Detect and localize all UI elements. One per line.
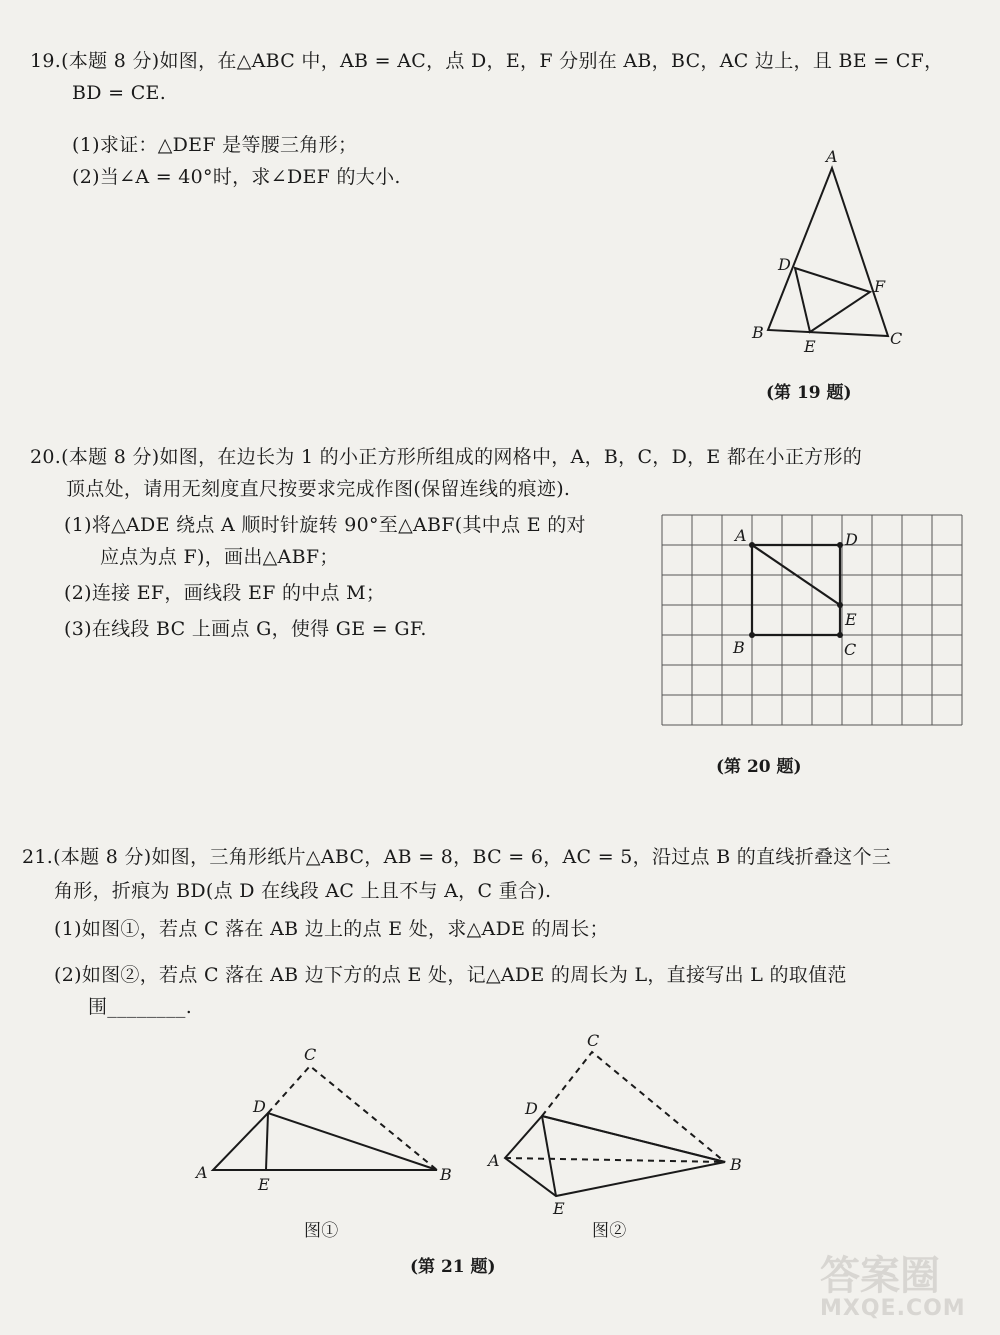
q19-label-d: D <box>778 255 791 274</box>
q21-fig2-label-d: D <box>525 1099 538 1118</box>
q21-fig2-label-e: E <box>553 1199 565 1218</box>
q19-stem-line1: 19.(本题 8 分)如图，在△ABC 中，AB = AC，点 D，E，F 分别在 AB，BC，AC 边上，且 BE = CF， <box>30 50 944 72</box>
q21-fig1-label-a: A <box>196 1163 208 1182</box>
q21-fig2-label-a: A <box>488 1151 500 1170</box>
q20-part1a: (1)将△ADE 绕点 A 顺时针旋转 90°至△ABF(其中点 E 的对 <box>64 514 586 536</box>
q21-fig1-label-e: E <box>258 1175 270 1194</box>
q21-fig1-dashed <box>268 1066 437 1170</box>
q20-label-a: A <box>735 526 747 545</box>
q19-label-e: E <box>804 337 816 356</box>
q19-label-c: C <box>890 329 903 348</box>
q20-part1b: 应点为点 F)，画出△ABF； <box>100 546 339 568</box>
q20-label-e: E <box>845 610 857 629</box>
q21-part2: (2)如图②，若点 C 落在 AB 边下方的点 E 处，记△ADE 的周长为 L，直接写出 L 的取值范 <box>54 964 847 986</box>
q21-fig2-dashed-dc-cb <box>542 1052 725 1162</box>
q21-fig1-label-d: D <box>253 1097 266 1116</box>
q20-label-b: B <box>733 638 745 657</box>
q20-part2: (2)连接 EF，画线段 EF 的中点 M； <box>64 582 386 604</box>
q19-part2: (2)当∠A = 40°时，求∠DEF 的大小. <box>72 166 401 188</box>
q21-fig2-label-b: B <box>730 1155 742 1174</box>
q19-caption: (第 19 题) <box>766 383 852 403</box>
q21-fig2-fold-bd <box>542 1116 725 1162</box>
q21-stem-line2: 角形，折痕为 BD(点 D 在线段 AC 上且不与 A，C 重合). <box>54 880 552 902</box>
q21-fig2-de <box>542 1116 556 1196</box>
q21-fig2-dashed-ab <box>505 1158 725 1162</box>
q21-fig1-label-b: B <box>440 1165 452 1184</box>
q21-part1: (1)如图①，若点 C 落在 AB 边上的点 E 处，求△ADE 的周长； <box>54 918 609 940</box>
q19-label-b: B <box>752 323 764 342</box>
q21-caption: (第 21 题) <box>410 1257 496 1277</box>
q19-stem-line2: BD = CE. <box>72 82 167 104</box>
q21-fig2-label-c: C <box>587 1031 600 1050</box>
q21-fig2-caption: 图② <box>592 1221 627 1241</box>
q21-stem-line1: 21.(本题 8 分)如图，三角形纸片△ABC，AB = 8，BC = 6，AC = 5，沿过点 B 的直线折叠这个三 <box>22 846 892 868</box>
q20-label-d: D <box>845 530 858 549</box>
q21-fig1-caption: 图① <box>304 1221 339 1241</box>
q21-fig1-solid <box>213 1113 437 1170</box>
q20-caption: (第 20 题) <box>716 757 802 777</box>
q21-fig2-kite <box>505 1116 725 1196</box>
q21-fig1-label-c: C <box>304 1045 317 1064</box>
watermark-url: MXQE.COM <box>820 1296 966 1321</box>
q20-part3: (3)在线段 BC 上画点 G，使得 GE = GF. <box>64 618 427 640</box>
q21-part2-range: 围________. <box>88 996 193 1018</box>
watermark-logo: 答案圈 <box>820 1253 940 1299</box>
q20-label-c: C <box>844 640 857 659</box>
q19-part1: (1)求证：△DEF 是等腰三角形； <box>72 134 358 156</box>
q20-stem-line1: 20.(本题 8 分)如图，在边长为 1 的小正方形所组成的网格中，A，B，C，D，E 都在小正方形的 <box>30 446 863 468</box>
q19-label-a: A <box>826 147 838 166</box>
q20-stem-line2: 顶点处，请用无刻度直尺按要求完成作图(保留连线的痕迹). <box>66 478 571 500</box>
q19-label-f: F <box>874 277 886 296</box>
